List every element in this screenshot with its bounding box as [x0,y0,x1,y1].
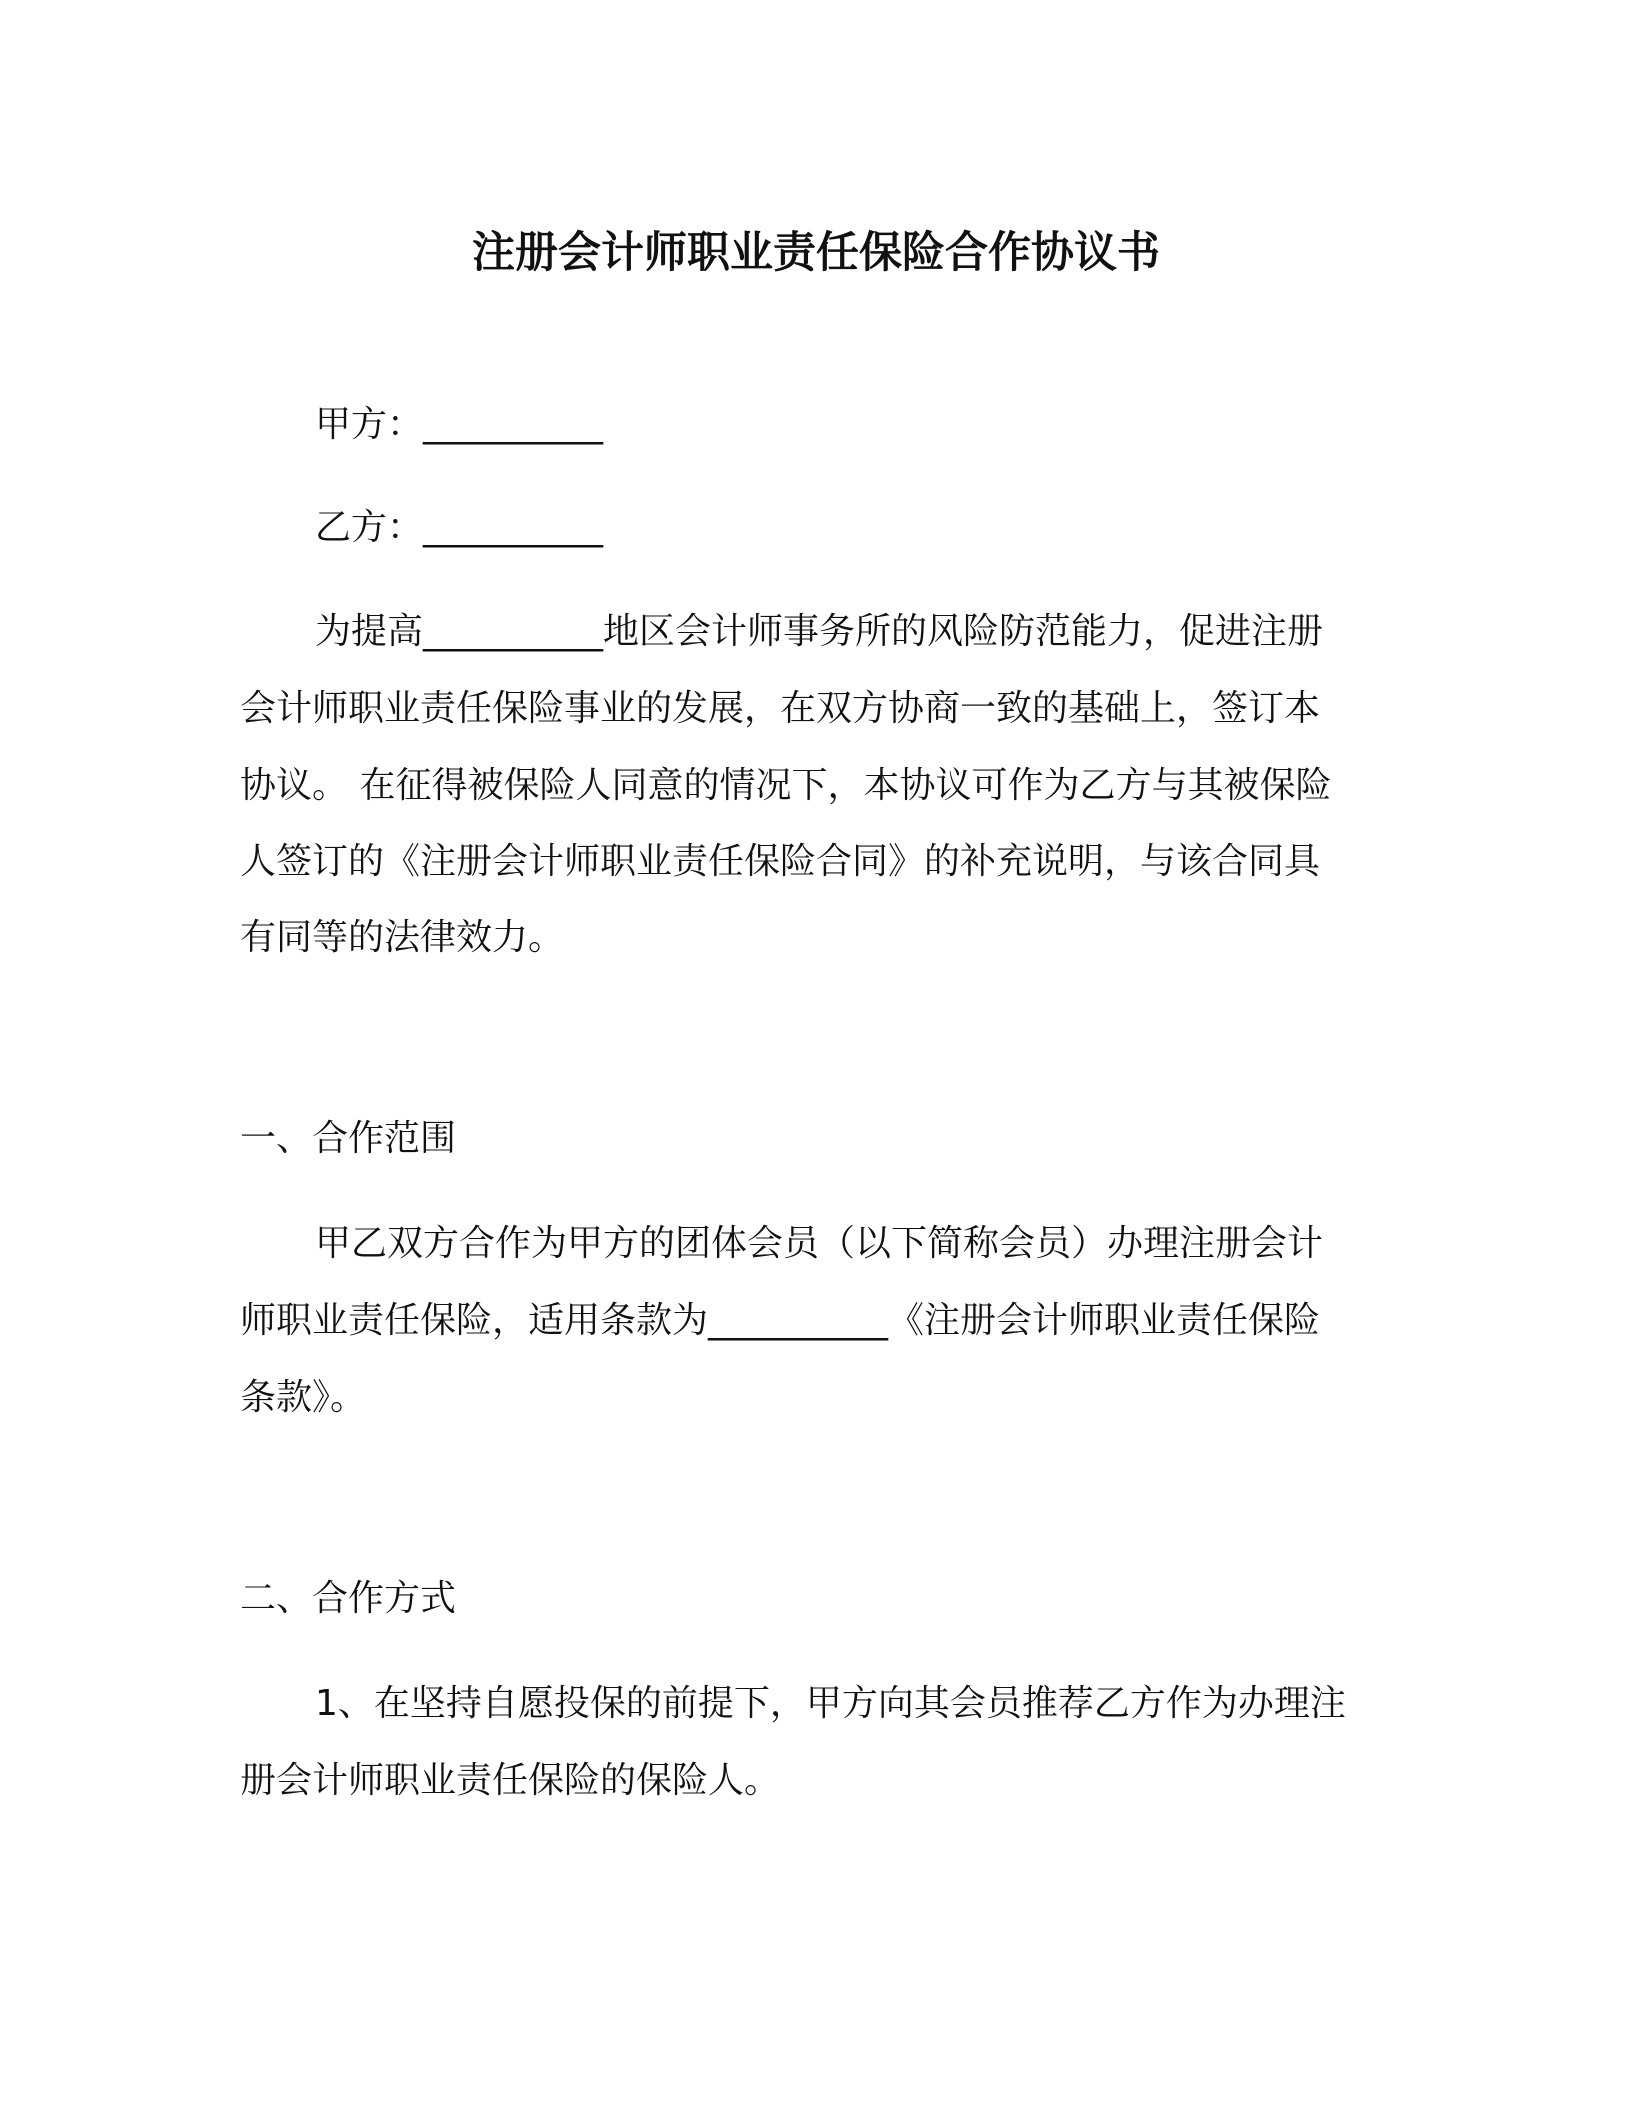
section-line: 1、在坚持自愿投保的前提下，甲方向其会员推荐乙方作为办理注 [315,1683,1346,1724]
section-line: 师职业责任保险，适用条款为__________《注册会计师职业责任保险 [240,1300,1321,1341]
section-line: 甲乙双方合作为甲方的团体会员（以下简称会员）办理注册会计 [315,1223,1324,1264]
section-heading: 二、合作方式 [240,1578,457,1619]
preamble-line: 协议。 在征得被保险人同意的情况下，本协议可作为乙方与其被保险 [240,765,1332,806]
preamble-line: 会计师职业责任保险事业的发展，在双方协商一致的基础上，签订本 [240,688,1321,729]
preamble-line: 有同等的法律效力。 [240,917,565,958]
party-a-line: 甲方：__________ [315,404,604,445]
section-line: 条款》。 [240,1377,367,1418]
preamble-line: 人签订的《注册会计师职业责任保险合同》的补充说明，与该合同具 [240,841,1321,882]
preamble-line: 为提高__________地区会计师事务所的风险防范能力，促进注册 [315,611,1324,652]
section-line: 册会计师职业责任保险的保险人。 [240,1760,781,1801]
section-heading: 一、合作范围 [240,1118,457,1159]
party-b-line: 乙方：__________ [315,507,604,548]
document-title: 注册会计师职业责任保险合作协议书 [472,228,1160,278]
